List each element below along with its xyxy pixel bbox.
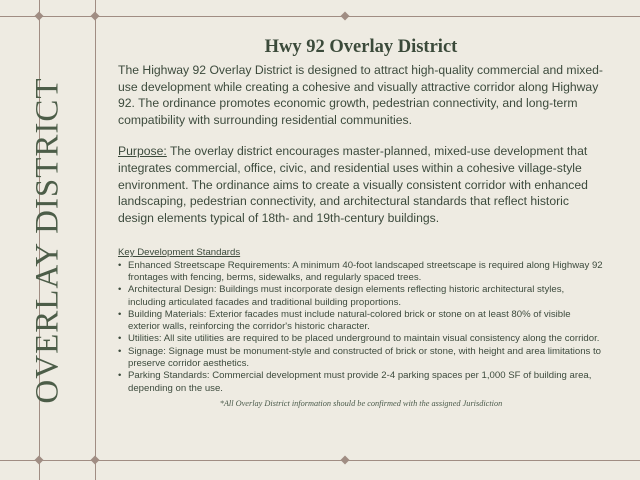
divider-frame-line (95, 0, 96, 480)
side-title: OVERLAY DISTRICT (29, 76, 66, 404)
list-item-text: Building Materials: Exterior facades must include natural-colored brick or stone on at least 80% of visible exterior walls, reinforcing the corridor's historic character. (128, 308, 571, 333)
list-item-text: Utilities: All site utilities are required to be placed underground to maintain visual consistency along the corridor. (128, 333, 600, 345)
bullet-icon: • (118, 333, 122, 345)
footnote: *All Overlay District information should be confirmed with the assigned Jurisdiction (219, 398, 503, 408)
bullet-icon: • (118, 308, 122, 320)
bullet-icon: • (118, 345, 122, 357)
main-content (118, 36, 604, 410)
purpose-label: Purpose: (118, 144, 167, 159)
list-item (118, 284, 604, 309)
side-title-panel (19, 0, 77, 480)
purpose-text: The overlay district encourages master-planned, mixed-use development that integrates commercial, office, civic, and residential uses within a cohesive village-style environment. The ordinance aims to create a visually consistent corridor with enhanced landscaping, pedestrian connectivity, and architectural standards that reflect historic design elements typical of 18th- and 19th-century buildings. (118, 144, 588, 225)
list-item-text: Signage: Signage must be monument-style and constructed of brick or stone, with height and area limitations to preserve corridor aesthetics. (128, 345, 602, 370)
purpose-paragraph (118, 143, 604, 226)
diamond-ornament-icon (341, 12, 350, 21)
standards-list (118, 260, 604, 395)
list-item-text: Architectural Design: Buildings must incorporate design elements reflecting historic architectural styles, including articulated facades and traditional building proportions. (128, 284, 565, 308)
bullet-icon: • (118, 370, 122, 382)
development-standards (118, 247, 604, 410)
list-item (118, 346, 604, 371)
diamond-ornament-icon (91, 456, 100, 465)
page-title: Hwy 92 Overlay District (264, 37, 458, 57)
bullet-icon: • (118, 284, 122, 296)
intro-paragraph: The Highway 92 Overlay District is designed to attract high-quality commercial and mixed-use development while creating a cohesive and visually attractive corridor along Highway 92. The ordinance promotes economic growth, pedestrian connectivity, and long-term compatibility with surrounding residential communities. (118, 63, 603, 127)
list-item (118, 309, 604, 334)
list-item (118, 260, 604, 285)
diamond-ornament-icon (91, 12, 100, 21)
standards-heading: Key Development Standards (118, 247, 241, 259)
list-item-text: Enhanced Streetscape Requirements: A minimum 40-foot landscaped streetscape is required along Highway 92 frontages with fencing, berms, sidewalks, and regularly spaced trees. (128, 259, 603, 283)
bullet-icon: • (118, 259, 122, 271)
list-item (118, 333, 604, 345)
list-item (118, 370, 604, 395)
diamond-ornament-icon (341, 456, 350, 465)
list-item-text: Parking Standards: Commercial development must provide 2-4 parking spaces per 1,000 SF of building area, depending on the use. (128, 370, 592, 394)
